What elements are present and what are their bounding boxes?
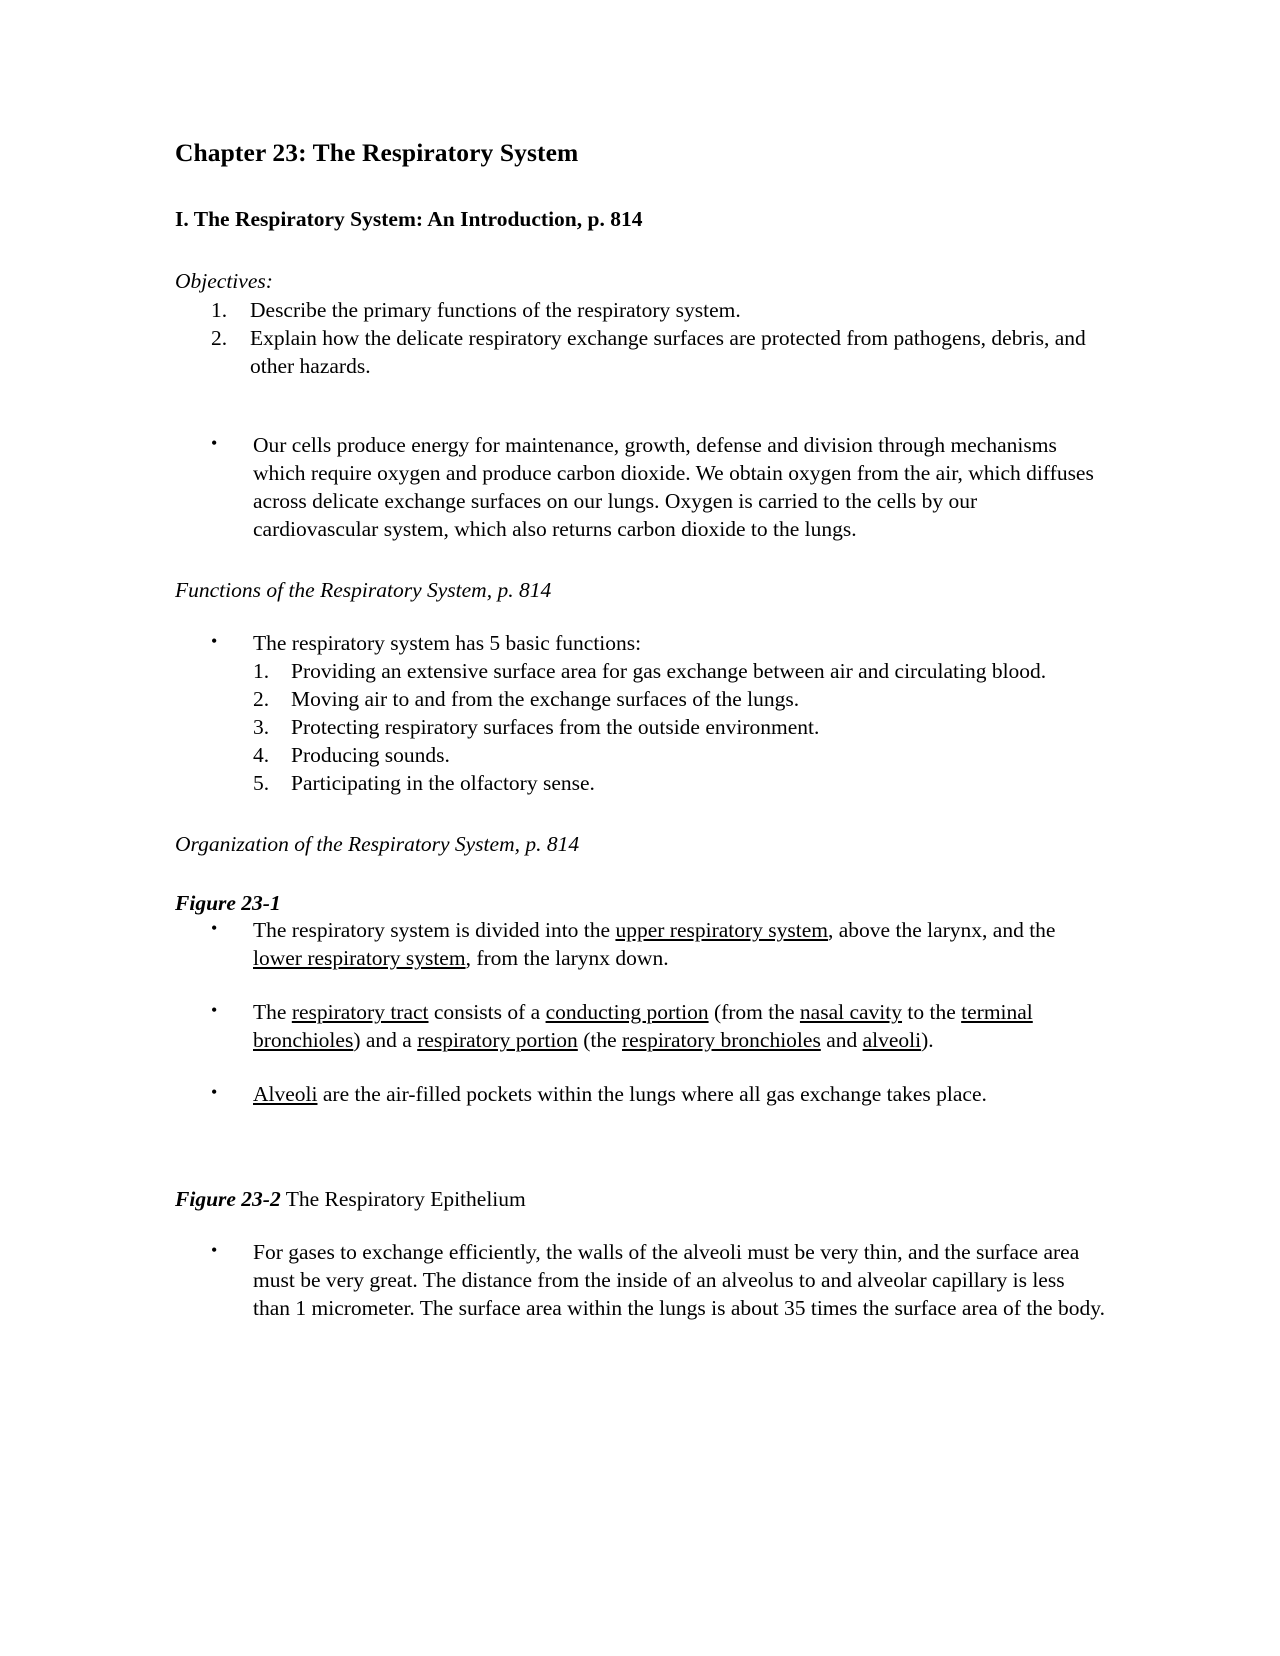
list-item (175, 917, 1105, 973)
list-marker: 2. (253, 686, 270, 711)
list-item-text (253, 918, 1055, 970)
list-marker: 5. (253, 770, 270, 795)
list-item-text: The respiratory system has 5 basic functions: (253, 631, 642, 656)
text-run: , above the larynx, and the (828, 918, 1056, 943)
text-run: The (253, 1000, 292, 1025)
list-item-text (253, 1240, 1105, 1320)
key-term: alveoli (862, 1028, 922, 1053)
section-heading-introduction: I. The Respiratory System: An Introduction, p. 814 (175, 207, 643, 232)
key-term: Alveoli (253, 1082, 318, 1107)
key-term: nasal cavity (799, 1000, 903, 1025)
list-item (175, 1081, 1105, 1109)
page-title: Chapter 23: The Respiratory System (175, 138, 579, 167)
key-term: respiratory portion (417, 1028, 578, 1053)
figure-23-1-heading (175, 890, 1105, 917)
list-item (175, 999, 1105, 1055)
list-item (175, 1239, 1105, 1323)
key-term: respiratory tract (291, 1000, 429, 1025)
functions-bullet-list (175, 630, 1105, 798)
text-run: , from the larynx down. (465, 946, 669, 971)
bullet-marker: • (211, 433, 218, 454)
key-term: terminal bronchioles (253, 1000, 1033, 1053)
key-term: respiratory bronchioles (622, 1028, 821, 1053)
list-item (253, 770, 1105, 798)
figure-23-2-bullets (175, 1239, 1105, 1323)
heading-organization: Organization of the Respiratory System, p. 814 (175, 831, 580, 856)
figure-caption: The Respiratory Epithelium (280, 1187, 526, 1212)
list-item-text: Describe the primary functions of the respiratory system. (250, 297, 741, 322)
text-run: (the (577, 1028, 622, 1053)
list-item-text: Moving air to and from the exchange surfaces of the lungs. (291, 686, 800, 711)
text-run: and (820, 1028, 863, 1053)
list-item-text: Explain how the delicate respiratory exchange surfaces are protected from pathogens, debris, and other hazards. (250, 325, 1086, 378)
key-term: conducting portion (545, 1000, 709, 1025)
list-item (253, 686, 1105, 714)
text-run: consists of a (428, 1000, 546, 1025)
spacer (175, 380, 1105, 406)
text-run: to the (902, 1000, 962, 1025)
text-run: The respiratory system is divided into the (253, 918, 616, 943)
list-item-text (253, 1082, 987, 1106)
list-item (175, 297, 1105, 325)
text-run: ). (921, 1028, 934, 1053)
figure-23-2-heading (175, 1186, 1105, 1213)
text-run: For gases to exchange efficiently, the walls of the alveoli must be very thin, and the surface area must be very great. The distance from the inside of an alveolus to and alveolar capillary is less than 1 micrometer. The surface area within the lungs is about 35 times the surface area of the body. (253, 1239, 1105, 1320)
text-run: are the air-filled pockets within the lungs where all gas exchange takes place. (317, 1082, 987, 1107)
list-marker: 1. (253, 658, 270, 683)
intro-bullet-list (175, 432, 1105, 544)
list-item-text: Providing an extensive surface area for gas exchange between air and circulating blood. (291, 658, 1047, 683)
list-marker: 3. (253, 714, 270, 739)
bullet-marker: • (211, 918, 218, 939)
key-term: lower respiratory system (253, 946, 466, 971)
bullet-marker: • (211, 1239, 218, 1260)
list-marker: 2. (211, 325, 228, 350)
figure-label: Figure 23-2 (175, 1187, 281, 1212)
functions-numbered-list (253, 658, 1105, 798)
list-item-text: Participating in the olfactory sense. (291, 770, 595, 795)
key-term: upper respiratory system (615, 918, 829, 943)
list-item (175, 325, 1105, 381)
list-item-text: Our cells produce energy for maintenance, growth, defense and division through mechanisms which require oxygen and produce carbon dioxide. We obtain oxygen from the air, which diffuses across delicate exchange surfaces on our lungs. Oxygen is carried to the cells by our cardiovascular system, which also returns carbon dioxide to the lungs. (253, 433, 1094, 542)
list-item (175, 432, 1105, 544)
spacer (175, 1109, 1105, 1153)
text-run: (from the (708, 1000, 800, 1025)
bullet-marker: • (211, 631, 218, 652)
heading-functions: Functions of the Respiratory System, p. 814 (175, 578, 552, 603)
figure-label: Figure 23-1 (175, 891, 281, 916)
list-marker: 4. (253, 742, 270, 767)
objectives-list (175, 297, 1105, 381)
bullet-marker: • (211, 1000, 218, 1021)
list-item (253, 658, 1105, 686)
list-item (253, 742, 1105, 770)
text-run: ) and a (353, 1028, 418, 1053)
objectives-label: Objectives: (175, 268, 273, 293)
list-item (253, 714, 1105, 742)
bullet-marker: • (211, 1082, 218, 1103)
list-item-text: Protecting respiratory surfaces from the outside environment. (291, 714, 820, 739)
list-item-text (253, 1000, 1033, 1052)
list-marker: 1. (211, 297, 228, 322)
list-item (175, 630, 1105, 798)
figure-23-1-bullets (175, 917, 1105, 1109)
list-item-text: Producing sounds. (291, 742, 450, 767)
